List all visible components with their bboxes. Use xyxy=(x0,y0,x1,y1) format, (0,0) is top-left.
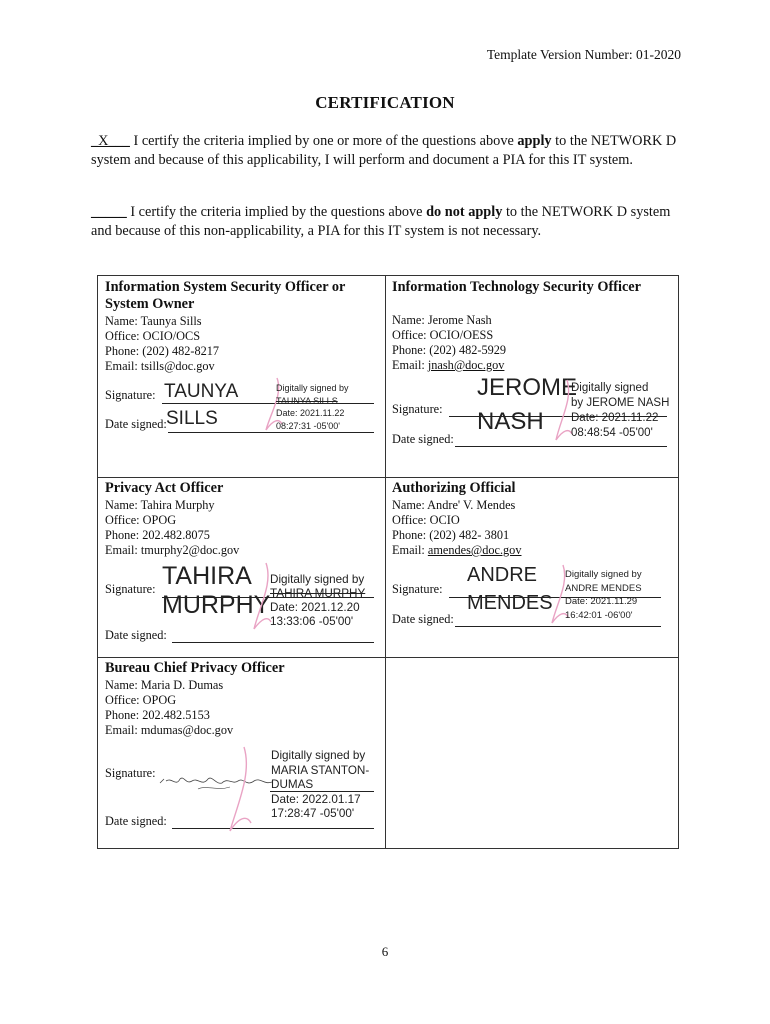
digital-signature-text: Digitally signed by TAHIRA MURPHY Date: 2021.12.20 13:33:06 -05'00' xyxy=(270,573,366,628)
contact-email: Email: mdumas@doc.gov xyxy=(105,723,234,737)
cell-empty xyxy=(385,657,680,850)
date-line xyxy=(172,828,374,829)
cell-title: Information Technology Security Officer xyxy=(392,279,641,295)
checkbox-mark[interactable]: _X___ xyxy=(91,133,130,149)
contact-email: Email: tsills@doc.gov xyxy=(105,359,215,373)
contact-phone: Phone: 202.482.8075 xyxy=(105,528,210,542)
contact-name: Name: Andre' V. Mendes xyxy=(392,498,516,512)
signature-label: Signature: xyxy=(392,402,443,416)
signature-name: TAHIRA xyxy=(162,562,252,590)
contact-phone: Phone: 202.482.5153 xyxy=(105,708,210,722)
cert-bold: do not apply xyxy=(426,204,503,220)
contact-phone: Phone: (202) 482-8217 xyxy=(105,344,220,358)
digital-signature-text: Digitally signed by MARIA STANTON- DUMAS Date: 2022.01.17 17:28:47 -05'00' xyxy=(271,749,370,820)
signature-name: ANDRE xyxy=(467,564,538,586)
cert-text-b: to the NETWORK D system and because of this non-applicability, a PIA for this IT system is not necessary. xyxy=(91,204,671,239)
email-link[interactable]: jnash@doc.gov xyxy=(427,358,505,372)
date-label: Date signed: xyxy=(392,432,454,446)
contact-name: Name: Taunya Sills xyxy=(105,314,202,328)
signature-line xyxy=(270,791,374,792)
signature-label: Signature: xyxy=(105,766,156,780)
checkbox-mark[interactable]: _____ xyxy=(91,204,127,220)
contact-office: Office: OCIO/OESS xyxy=(392,328,494,342)
contact-office: Office: OPOG xyxy=(105,513,177,527)
cell-title: Information System Security Officer or System Owner xyxy=(105,279,346,312)
cert-text-a: I certify the criteria implied by the questions above xyxy=(126,204,427,220)
signature-name: JEROME xyxy=(477,374,578,401)
signature-name: SILLS xyxy=(166,408,218,429)
cell-title: Authorizing Official xyxy=(392,480,516,496)
cell-itso xyxy=(385,276,680,477)
contact-phone: Phone: (202) 482-5929 xyxy=(392,343,507,357)
contact-email: Email: tmurphy2@doc.gov xyxy=(105,543,240,557)
contact-name: Name: Tahira Murphy xyxy=(105,498,215,512)
contact-office: Office: OPOG xyxy=(105,693,177,707)
signature-name: NASH xyxy=(477,408,544,435)
certification-not-apply xyxy=(91,203,683,240)
cert-text-b: to the NETWORK D system and because of this applicability, I will perform and document a PIA for this IT system. xyxy=(91,133,677,168)
date-line xyxy=(455,446,667,447)
cell-title: Privacy Act Officer xyxy=(105,480,224,496)
cert-text-a: I certify the criteria implied by one or more of the questions above xyxy=(129,133,518,149)
signature-label: Signature: xyxy=(392,582,443,596)
template-version: Template Version Number: 01-2020 xyxy=(486,47,681,62)
digital-signature-text: Digitally signed by JEROME NASH Date: 2021.11.22 08:48:54 -05'00' xyxy=(571,382,670,439)
signature-label: Signature: xyxy=(105,388,156,402)
contact-name: Name: Maria D. Dumas xyxy=(105,678,224,692)
signature-name: MENDES xyxy=(467,592,553,614)
date-label: Date signed: xyxy=(105,628,167,642)
cell-authorizing-official xyxy=(385,477,680,657)
contact-phone: Phone: (202) 482- 3801 xyxy=(392,528,510,542)
page-title: CERTIFICATION xyxy=(315,93,455,112)
handwritten-signature xyxy=(158,769,280,795)
cell-isso xyxy=(98,276,385,477)
contact-name: Name: Jerome Nash xyxy=(392,313,492,327)
cell-privacy-act-officer xyxy=(98,477,385,657)
date-label: Date signed: xyxy=(105,417,167,431)
digital-signature-text: Digitally signed by TAUNYA SILLS Date: 2021.11.22 08:27:31 -05'00' xyxy=(276,383,349,431)
cell-title: Bureau Chief Privacy Officer xyxy=(105,660,285,676)
signature-name: MURPHY xyxy=(162,591,271,619)
signature-label: Signature: xyxy=(105,582,156,596)
certification-apply xyxy=(91,132,683,169)
date-line xyxy=(172,642,374,643)
contact-email: Email: jnash@doc.gov xyxy=(392,358,505,372)
date-label: Date signed: xyxy=(105,814,167,828)
email-link[interactable]: amendes@doc.gov xyxy=(427,543,522,557)
signature-table xyxy=(97,275,679,849)
contact-office: Office: OCIO/OCS xyxy=(105,329,201,343)
date-label: Date signed: xyxy=(392,612,454,626)
page-number: 6 xyxy=(381,944,389,959)
adobe-signature-mark xyxy=(226,743,256,835)
digital-signature-text: Digitally signed by ANDRE MENDES Date: 2021.11.29 16:42:01 -06'00' xyxy=(565,569,642,621)
signature-name: TAUNYA xyxy=(164,381,239,402)
contact-email: Email: amendes@doc.gov xyxy=(392,543,522,557)
cert-bold: apply xyxy=(517,133,552,149)
contact-office: Office: OCIO xyxy=(392,513,460,527)
cell-bureau-chief-privacy-officer xyxy=(98,657,385,850)
